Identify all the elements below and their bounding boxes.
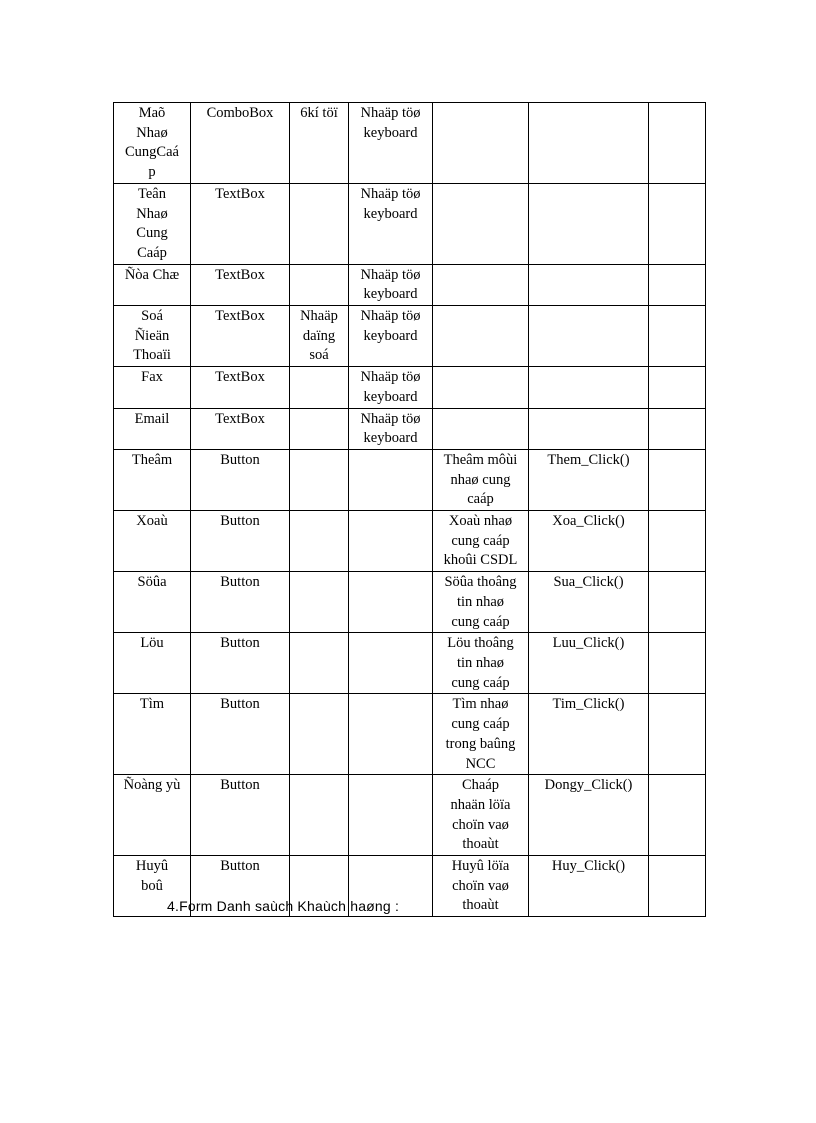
table-cell: Teân Nhaø Cung Caáp bbox=[114, 183, 191, 264]
table-cell: ComboBox bbox=[191, 103, 290, 184]
table-cell bbox=[529, 367, 649, 408]
table-cell bbox=[290, 183, 349, 264]
table-cell: Tìm bbox=[114, 694, 191, 775]
table-cell bbox=[529, 103, 649, 184]
table-cell bbox=[649, 449, 706, 510]
table-row bbox=[114, 633, 706, 694]
table-row bbox=[114, 449, 706, 510]
table-cell bbox=[290, 775, 349, 856]
table-cell bbox=[290, 511, 349, 572]
table-cell: Nhaäp daïng soá bbox=[290, 306, 349, 367]
table-cell: Them_Click() bbox=[529, 449, 649, 510]
table-cell: Luu_Click() bbox=[529, 633, 649, 694]
table-cell bbox=[290, 572, 349, 633]
table-cell: Nhaäp töø keyboard bbox=[349, 183, 433, 264]
table-cell bbox=[349, 572, 433, 633]
table-cell bbox=[433, 408, 529, 449]
table-cell bbox=[649, 306, 706, 367]
table-cell bbox=[349, 511, 433, 572]
table-cell: Button bbox=[191, 572, 290, 633]
table-cell: TextBox bbox=[191, 367, 290, 408]
table-cell: Button bbox=[191, 449, 290, 510]
table-cell: Xoaù nhaø cung caáp khoûi CSDL bbox=[433, 511, 529, 572]
table-cell: Nhaäp töø keyboard bbox=[349, 103, 433, 184]
table-cell: Nhaäp töø keyboard bbox=[349, 306, 433, 367]
table-cell: TextBox bbox=[191, 408, 290, 449]
table-cell: Button bbox=[191, 633, 290, 694]
table-cell: Ñòa Chæ bbox=[114, 264, 191, 305]
table-cell bbox=[349, 775, 433, 856]
table-cell: Nhaäp töø keyboard bbox=[349, 408, 433, 449]
table-body bbox=[114, 103, 706, 917]
table-row bbox=[114, 367, 706, 408]
table-cell: Nhaäp töø keyboard bbox=[349, 367, 433, 408]
table-cell: Sua_Click() bbox=[529, 572, 649, 633]
table-cell bbox=[433, 264, 529, 305]
table-cell bbox=[290, 694, 349, 775]
table-cell: Soá Ñieän Thoaïi bbox=[114, 306, 191, 367]
table-row bbox=[114, 572, 706, 633]
table-cell bbox=[290, 264, 349, 305]
table-row bbox=[114, 694, 706, 775]
table-row bbox=[114, 408, 706, 449]
table-cell bbox=[529, 306, 649, 367]
table-cell bbox=[649, 572, 706, 633]
table-cell bbox=[433, 183, 529, 264]
table-cell: Button bbox=[191, 511, 290, 572]
table-row bbox=[114, 183, 706, 264]
table-cell: Nhaäp töø keyboard bbox=[349, 264, 433, 305]
table-cell bbox=[433, 367, 529, 408]
table-cell bbox=[649, 775, 706, 856]
table-cell: Söûa thoâng tin nhaø cung caáp bbox=[433, 572, 529, 633]
control-spec-table bbox=[113, 102, 706, 917]
table-cell: Dongy_Click() bbox=[529, 775, 649, 856]
table-cell bbox=[529, 183, 649, 264]
table-cell bbox=[290, 449, 349, 510]
table-row bbox=[114, 306, 706, 367]
table-row bbox=[114, 264, 706, 305]
table-cell bbox=[649, 408, 706, 449]
table-row bbox=[114, 775, 706, 856]
table-cell: Xoa_Click() bbox=[529, 511, 649, 572]
table-cell: TextBox bbox=[191, 306, 290, 367]
table-cell bbox=[529, 264, 649, 305]
table-cell: Löu thoâng tin nhaø cung caáp bbox=[433, 633, 529, 694]
table-cell bbox=[349, 449, 433, 510]
table-cell: 6kí töï bbox=[290, 103, 349, 184]
table-cell: Tìm nhaø cung caáp trong baûng NCC bbox=[433, 694, 529, 775]
table-row bbox=[114, 511, 706, 572]
table-cell bbox=[649, 856, 706, 917]
table-cell bbox=[649, 633, 706, 694]
table-cell: Huy_Click() bbox=[529, 856, 649, 917]
table-cell bbox=[433, 306, 529, 367]
table-row bbox=[114, 103, 706, 184]
table-cell: Fax bbox=[114, 367, 191, 408]
table-cell: Söûa bbox=[114, 572, 191, 633]
table-cell: TextBox bbox=[191, 183, 290, 264]
table-cell bbox=[649, 183, 706, 264]
table-cell bbox=[649, 103, 706, 184]
table-cell bbox=[349, 633, 433, 694]
table-cell: Ñoàng yù bbox=[114, 775, 191, 856]
table-cell: Huyû löïa choïn vaø thoaùt bbox=[433, 856, 529, 917]
table-cell: Theâm bbox=[114, 449, 191, 510]
table-cell: Xoaù bbox=[114, 511, 191, 572]
table-cell: Löu bbox=[114, 633, 191, 694]
table-cell: Button bbox=[191, 856, 290, 917]
table-cell: Chaáp nhaän löïa choïn vaø thoaùt bbox=[433, 775, 529, 856]
table-cell: TextBox bbox=[191, 264, 290, 305]
table-cell bbox=[290, 633, 349, 694]
table-cell bbox=[290, 367, 349, 408]
table-cell bbox=[529, 408, 649, 449]
table-cell bbox=[290, 408, 349, 449]
table-cell bbox=[433, 103, 529, 184]
table-cell: Tim_Click() bbox=[529, 694, 649, 775]
table-cell bbox=[649, 367, 706, 408]
table-cell: Button bbox=[191, 694, 290, 775]
table-cell: Email bbox=[114, 408, 191, 449]
table-cell: Huyû boû bbox=[114, 856, 191, 917]
table-cell: Theâm môùi nhaø cung caáp bbox=[433, 449, 529, 510]
table-cell bbox=[649, 694, 706, 775]
table-cell bbox=[349, 694, 433, 775]
table-cell bbox=[649, 511, 706, 572]
table-cell: Button bbox=[191, 775, 290, 856]
section-caption: 4.Form Danh saùch Khaùch haøng : bbox=[167, 898, 400, 914]
table-cell: Maõ Nhaø CungCaá p bbox=[114, 103, 191, 184]
table-cell bbox=[649, 264, 706, 305]
